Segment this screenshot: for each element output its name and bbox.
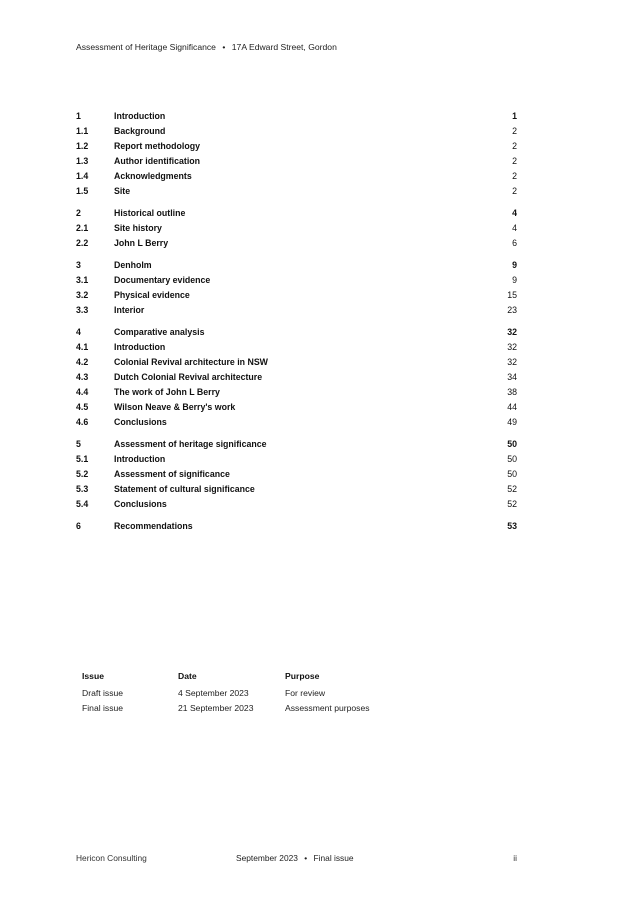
toc-title: Introduction xyxy=(114,110,166,121)
toc-subsection-entry[interactable] xyxy=(76,399,517,414)
toc-chapter-entry[interactable] xyxy=(76,257,517,272)
date-column-header: Date xyxy=(178,670,197,681)
purpose-column-header: Purpose xyxy=(285,670,320,681)
toc-number: 2 xyxy=(76,207,81,218)
toc-title: Historical outline xyxy=(114,207,186,218)
toc-page-number: 44 xyxy=(507,401,517,412)
toc-title: Recommendations xyxy=(114,520,193,531)
toc-subsection-entry[interactable] xyxy=(76,369,517,384)
toc-title: Comparative analysis xyxy=(114,326,205,337)
date-cell: 4 September 2023 xyxy=(178,687,249,698)
toc-subsection-entry[interactable] xyxy=(76,481,517,496)
toc-page-number: 32 xyxy=(507,356,517,367)
toc-number: 5.3 xyxy=(76,483,89,494)
toc-chapter-entry[interactable] xyxy=(76,518,517,533)
toc-page-number: 23 xyxy=(507,304,517,315)
toc-page-number: 52 xyxy=(507,498,517,509)
toc-number: 2.2 xyxy=(76,237,89,248)
toc-title: Wilson Neave & Berry's work xyxy=(114,401,236,412)
toc-number: 5.2 xyxy=(76,468,89,479)
purpose-cell: For review xyxy=(285,687,326,698)
toc-page-number: 2 xyxy=(512,125,517,136)
toc-title: Conclusions xyxy=(114,416,167,427)
toc-number: 4.6 xyxy=(76,416,89,427)
page-header xyxy=(76,42,337,52)
toc-subsection-entry[interactable] xyxy=(76,466,517,481)
toc-number: 6 xyxy=(76,520,81,531)
toc-subsection-entry[interactable] xyxy=(76,153,517,168)
issue-column-header: Issue xyxy=(82,670,104,681)
toc-number: 1.2 xyxy=(76,140,89,151)
toc-subsection-entry[interactable] xyxy=(76,354,517,369)
toc-page-number: 6 xyxy=(512,237,517,248)
toc-number: 4.3 xyxy=(76,371,89,382)
toc-page-number: 52 xyxy=(507,483,517,494)
toc-section xyxy=(76,518,517,533)
toc-subsection-entry[interactable] xyxy=(76,287,517,302)
toc-section xyxy=(76,205,517,250)
toc-number: 4.4 xyxy=(76,386,89,397)
toc-page-number: 34 xyxy=(507,371,517,382)
header-title: Assessment of Heritage Significance xyxy=(76,42,216,52)
toc-subsection-entry[interactable] xyxy=(76,235,517,250)
toc-number: 3.3 xyxy=(76,304,89,315)
toc-number: 5 xyxy=(76,438,81,449)
toc-number: 3.2 xyxy=(76,289,89,300)
toc-subsection-entry[interactable] xyxy=(76,272,517,287)
toc-section xyxy=(76,436,517,511)
toc-title: Introduction xyxy=(114,341,166,352)
toc-page-number: 4 xyxy=(512,207,517,218)
toc-title: Background xyxy=(114,125,166,136)
issue-table-row xyxy=(82,700,405,715)
toc-subsection-entry[interactable] xyxy=(76,138,517,153)
toc-page-number: 2 xyxy=(512,185,517,196)
toc-chapter-entry[interactable] xyxy=(76,108,517,123)
toc-chapter-entry[interactable] xyxy=(76,205,517,220)
toc-title: John L Berry xyxy=(114,237,169,248)
toc-number: 1.4 xyxy=(76,170,89,181)
header-separator: • xyxy=(222,42,226,52)
toc-number: 4.1 xyxy=(76,341,89,352)
date-cell: 21 September 2023 xyxy=(178,702,254,713)
toc-page-number: 49 xyxy=(507,416,517,427)
footer-date: September 2023 xyxy=(236,853,298,863)
toc-chapter-entry[interactable] xyxy=(76,436,517,451)
footer-status: Final issue xyxy=(313,853,354,863)
issue-cell: Draft issue xyxy=(82,687,124,698)
toc-number: 2.1 xyxy=(76,222,89,233)
toc-page-number: 1 xyxy=(512,110,517,121)
toc-subsection-entry[interactable] xyxy=(76,168,517,183)
toc-title: Assessment of significance xyxy=(114,468,230,479)
toc-page-number: 50 xyxy=(507,468,517,479)
toc-page-number: 2 xyxy=(512,140,517,151)
toc-page-number: 2 xyxy=(512,155,517,166)
toc-subsection-entry[interactable] xyxy=(76,384,517,399)
footer-page-number: ii xyxy=(513,853,517,863)
toc-page-number: 53 xyxy=(507,520,517,531)
toc-title: Introduction xyxy=(114,453,166,464)
toc-subsection-entry[interactable] xyxy=(76,220,517,235)
toc-title: The work of John L Berry xyxy=(114,386,220,397)
toc-section xyxy=(76,257,517,317)
issue-table xyxy=(82,670,405,715)
toc-subsection-entry[interactable] xyxy=(76,451,517,466)
toc-page-number: 38 xyxy=(507,386,517,397)
toc-page-number: 32 xyxy=(507,341,517,352)
issue-cell: Final issue xyxy=(82,702,124,713)
toc-number: 1.5 xyxy=(76,185,89,196)
toc-section xyxy=(76,324,517,429)
toc-section xyxy=(76,108,517,198)
toc-title: Denholm xyxy=(114,259,152,270)
toc-title: Documentary evidence xyxy=(114,274,211,285)
issue-table-row xyxy=(82,685,405,700)
toc-subsection-entry[interactable] xyxy=(76,123,517,138)
toc-number: 4.2 xyxy=(76,356,89,367)
toc-title: Assessment of heritage significance xyxy=(114,438,267,449)
toc-number: 4 xyxy=(76,326,81,337)
toc-page-number: 15 xyxy=(507,289,517,300)
toc-page-number: 50 xyxy=(507,438,517,449)
table-of-contents xyxy=(76,108,517,540)
toc-title: Interior xyxy=(114,304,145,315)
issue-table-header-row xyxy=(82,670,405,685)
toc-title: Dutch Colonial Revival architecture xyxy=(114,371,263,382)
toc-page-number: 32 xyxy=(507,326,517,337)
toc-number: 5.4 xyxy=(76,498,89,509)
toc-number: 4.5 xyxy=(76,401,89,412)
toc-page-number: 9 xyxy=(512,274,517,285)
toc-title: Report methodology xyxy=(114,140,201,151)
toc-title: Site xyxy=(114,185,131,196)
toc-title: Statement of cultural significance xyxy=(114,483,255,494)
footer-separator: • xyxy=(304,853,308,863)
toc-title: Colonial Revival architecture in NSW xyxy=(114,356,268,367)
toc-number: 3.1 xyxy=(76,274,89,285)
toc-number: 1.1 xyxy=(76,125,89,136)
toc-number: 1 xyxy=(76,110,81,121)
toc-title: Site history xyxy=(114,222,162,233)
toc-page-number: 9 xyxy=(512,259,517,270)
toc-title: Physical evidence xyxy=(114,289,190,300)
footer-company: Hericon Consulting xyxy=(76,853,147,863)
toc-subsection-entry[interactable] xyxy=(76,496,517,511)
toc-number: 3 xyxy=(76,259,81,270)
purpose-cell: Assessment purposes xyxy=(285,702,370,713)
toc-number: 1.3 xyxy=(76,155,89,166)
footer-center xyxy=(236,853,354,863)
toc-subsection-entry[interactable] xyxy=(76,339,517,354)
toc-subsection-entry[interactable] xyxy=(76,183,517,198)
toc-title: Author identification xyxy=(114,155,201,166)
toc-number: 5.1 xyxy=(76,453,89,464)
toc-title: Acknowledgments xyxy=(114,170,192,181)
header-address: 17A Edward Street, Gordon xyxy=(231,42,337,52)
toc-page-number: 50 xyxy=(507,453,517,464)
toc-page-number: 4 xyxy=(512,222,517,233)
toc-subsection-entry[interactable] xyxy=(76,414,517,429)
toc-subsection-entry[interactable] xyxy=(76,302,517,317)
toc-title: Conclusions xyxy=(114,498,167,509)
toc-chapter-entry[interactable] xyxy=(76,324,517,339)
toc-page-number: 2 xyxy=(512,170,517,181)
